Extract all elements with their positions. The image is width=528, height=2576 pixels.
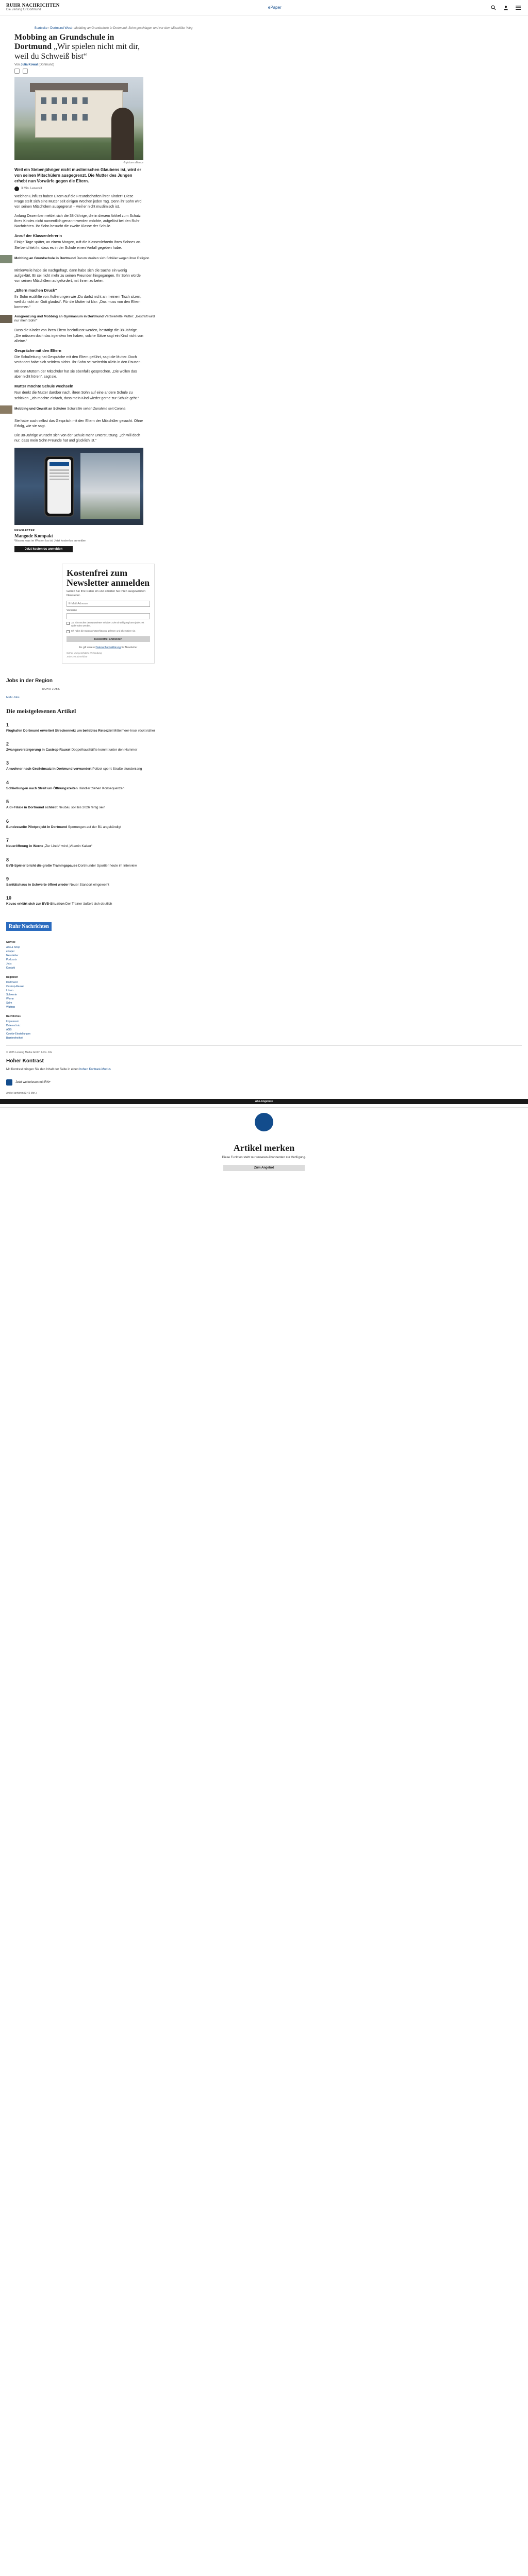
high-contrast-title: Hoher Kontrast (6, 1058, 44, 1064)
most-read-item[interactable] (6, 722, 367, 733)
footer-category-title: Service (6, 940, 15, 944)
play-icon[interactable] (14, 187, 19, 191)
related-text: Verzweifelte Mutter: „Bestraft wird nur mein Sohn“ (14, 314, 155, 323)
footer-link[interactable]: Jobs (6, 962, 12, 965)
most-read-headline[interactable]: Anwohner nach Großeinsatz in Dortmund verwundert (6, 767, 92, 771)
footer-link[interactable]: Podcasts (6, 958, 17, 961)
bookmark-sheet-text: Diese Funktion steht nur unseren Abonnenten zur Verfügung. (222, 1156, 306, 1159)
article-headline (14, 33, 143, 61)
breadcrumb-item-current: Mobbing an Grundschule in Dortmund: Sohn geschlagen und vor dem Mitschüler Weg (74, 27, 193, 30)
most-read-subline: Händler ziehen Konsequenzen (78, 786, 125, 790)
paragraph: Die 38-Jährige wünscht sich von der Schule mehr Unterstützung. „Ich will doch nur, dass mein Sohn Freunde hat und glücklich ist.“ (14, 433, 140, 443)
related-text: Darum streiten sich Schüler wegen ihrer Religion (76, 257, 150, 261)
listen-article[interactable]: Artikel anhören (3:42 Min.) (6, 1091, 37, 1095)
footer-link[interactable]: Abo & Shop (6, 945, 20, 949)
share-icon[interactable] (23, 69, 28, 74)
subheading: „Eltern machen Druck“ (14, 288, 57, 293)
paragraph: Mit den Müttern der Mitschüler hat sie ebenfalls gesprochen. „Die wollen das aber nicht hören“, sagt sie. (14, 370, 137, 379)
most-read-item[interactable] (6, 819, 367, 829)
paragraph: Die Schulleitung hat Gespräche mit den Eltern geführt, sagt die Mutter. Doch verändert habe sich seitdem nichts. Ihr Sohn sei weiterhin allein in den Pausen. (14, 355, 142, 364)
subheading: Mutter möchte Schule wechseln (14, 384, 74, 389)
author-line (14, 63, 143, 66)
related-label: Mobbing und Gewalt an Schulen (14, 407, 67, 411)
menu-icon[interactable] (515, 4, 522, 11)
related-text: Schulträfe sehen Zunahme seit Corona (67, 407, 126, 411)
paragraph: Sie habe auch selbst das Gespräch mit den Eltern der Mitschüler gesucht. Ohne Erfolg, wie sie sagt. (14, 419, 143, 428)
newsletter-title: Kostenfrei zum Newsletter anmelden (67, 568, 150, 588)
most-read-rank: 10 (6, 895, 12, 901)
most-read-subline: Mittelmeer-Insel rückt näher (113, 728, 155, 733)
bookmark-sheet (0, 1107, 528, 1171)
footer-link[interactable]: ePaper (6, 950, 15, 953)
related-thumbnail (0, 255, 12, 263)
header-actions (490, 4, 522, 11)
newsletter-submit-button[interactable]: Kostenfrei anmelden (67, 636, 150, 642)
headline-main: Mobbing an Grundschule in Dortmund (14, 33, 114, 52)
audio-label: 3 Min. Lesezeit (21, 187, 42, 191)
related-article-link[interactable] (0, 315, 155, 324)
related-thumbnail (0, 315, 12, 323)
related-label: Ausgrenzung und Mobbing an Gymnasium in Dortmund (14, 314, 104, 318)
newsletter-badges (67, 651, 150, 658)
related-label: Mobbing an Grundschule in Dortmund (14, 257, 76, 261)
most-read-item[interactable] (6, 876, 367, 887)
paragraph: Welchen Einfluss haben Eltern auf die Freundschaften ihrer Kinder? Diese Frage stellt sich eine Mutter seit einigen Wochen jeden Tag. Denn ihr Sohn wird von seinen Mitschülern ausgegrenzt – weil er nicht muslimisch ist. (14, 194, 142, 209)
footer-link[interactable]: Waltrop (6, 1005, 15, 1009)
promo-description: Wissen, was im Westen los ist: Jetzt kostenlos anmelden (14, 539, 86, 543)
newsletter-signup (62, 564, 155, 663)
privacy-checkbox-row[interactable] (67, 630, 150, 633)
footer-link[interactable]: Schwerte (6, 993, 17, 996)
footer-link[interactable]: Datenschutz (6, 1024, 21, 1027)
breadcrumb: Startseite › Dortmund West › Mobbing an Grundschule in Dortmund: Sohn geschlagen und vor dem Mitschüler Weg (34, 27, 193, 30)
subheading: Anruf der Klassenlehrerin (14, 233, 62, 239)
footer-link[interactable]: Newsletter (6, 954, 19, 957)
breadcrumb-item-section[interactable]: Dortmund West (50, 27, 72, 30)
paragraph: Ihr Sohn erzählte von Äußerungen wie „Du darfst nicht an meinem Tisch sitzen, weil du nicht an Gott glaubst“. Für die Mutter ist klar: „Das muss von den Eltern kommen.“ (14, 295, 141, 310)
most-read-rank: 5 (6, 799, 9, 805)
author-name[interactable]: Julia Kowal (21, 63, 38, 67)
article-lead: Weil ein Siebenjähriger nicht muslimischen Glaubens ist, wird er von seinen Mitschülern ausgegrenzt. Die Mutter des Jungen erhebt nun Vorwürfe gegen die Eltern. (14, 167, 141, 183)
paragraph: Dass die Kinder von ihren Eltern beeinflusst werden, bestätigt die 38-Jährige. „Die müssen doch das irgendwo her haben, solche Sätze sagt ein Kind nicht von alleine.“ (14, 329, 143, 343)
author-location: (Dortmund) (38, 63, 55, 67)
most-read-subline: Der Trainer äußert sich deutlich (65, 902, 112, 906)
footer-link[interactable]: Selm (6, 1001, 12, 1005)
promo-title: Mangode Kompakt (14, 533, 53, 539)
most-read-subline: Dortmunder Sportler heute im Interview (78, 863, 137, 868)
related-thumbnail (0, 405, 12, 414)
high-contrast-link[interactable]: hohen Kontrast-Modus (79, 1067, 111, 1071)
footer-link[interactable]: Lünen (6, 989, 13, 992)
newsletter-promo-image[interactable] (14, 448, 143, 525)
search-icon[interactable] (490, 4, 497, 11)
breadcrumb-item-home[interactable]: Startseite (34, 27, 48, 30)
consent-checkbox-row[interactable] (67, 621, 150, 628)
bookmark-icon (255, 1113, 273, 1131)
bookmark-sheet-title: Artikel merken (233, 1142, 295, 1153)
most-read-headline[interactable]: Kovac erklärt sich zur BVB-Situation (6, 902, 65, 906)
paragraph: Anfang Dezember meldet sich die 38-Jährige, die in diesem Artikel zum Schutz ihres Kindes nicht namentlich genannt werden möchte, aufgelöst bei den Ruhr Nachrichten. Ihr Sohn besucht die zweite Klasse der Schule. (14, 214, 141, 229)
most-read-title: Die meistgelesenen Artikel (6, 707, 76, 715)
most-read-headline[interactable]: Schließungen nach Streit um Öffnungszeiten (6, 786, 78, 790)
jobs-brand-logo: RUHR JOBS (42, 687, 60, 691)
most-read-subline: Neubau soll bis 2026 fertig sein (58, 806, 106, 810)
user-icon[interactable] (502, 4, 509, 11)
most-read-rank: 9 (6, 876, 9, 882)
site-logo[interactable] (6, 3, 60, 11)
privacy-checkbox[interactable] (67, 630, 70, 633)
most-read-headline[interactable]: Flughafen Dortmund erweitert Streckennetz um beliebtes Reiseziel (6, 728, 113, 733)
logo-title: RUHR NACHRICHTEN (6, 3, 60, 8)
footer-prefix: Es gilt unsere (79, 646, 95, 650)
footer-link[interactable]: Werne (6, 997, 14, 1001)
newsletter-text: Geben Sie Ihre Daten ein und erhalten Sie Ihren ausgewählten Newsletter. (67, 590, 146, 597)
site-header (0, 0, 528, 15)
most-read-rank: 4 (6, 779, 9, 785)
most-read-item[interactable] (6, 741, 367, 752)
footer-category-title: Rechtliches (6, 1014, 21, 1018)
promo-cta-button[interactable]: Jetzt kostenlos anmelden (14, 546, 73, 552)
most-read-headline[interactable]: Zwangsversteigerung in Castrop-Rauxel (6, 748, 71, 752)
footer-link[interactable]: Castrop-Rauxel (6, 985, 24, 988)
paragraph: Nun denkt die Mutter darüber nach, ihren Sohn auf eine andere Schule zu schicken. „Ich möchte einfach, dass mein Kind wieder gerne zur Schule geht.“ (14, 391, 139, 400)
hero-image (14, 77, 143, 160)
offer-text: Jetzt weiterlesen mit RN+ (15, 1080, 51, 1084)
consent-checkbox[interactable] (67, 622, 70, 625)
privacy-text: Ich habe die Datenschutzerklärung gelesen und akzeptiere sie. (71, 630, 136, 633)
most-read-rank: 1 (6, 722, 9, 727)
footer-link[interactable]: Barrierefreiheit (6, 1036, 23, 1040)
footer-logo[interactable]: Ruhr Nachrichten (6, 922, 52, 931)
jobs-section (6, 678, 528, 699)
copyright: © 2025 Lensing Media GmbH & Co. KG (6, 1050, 52, 1054)
bookmark-icon[interactable] (14, 69, 20, 74)
related-article-link[interactable] (0, 405, 155, 414)
plus-badge-icon (6, 1079, 12, 1086)
footer-link[interactable]: Cookie-Einstellungen (6, 1032, 31, 1036)
unsubscribe-badge: Jederzeit abmeldbar (67, 655, 88, 658)
most-read-section (6, 707, 367, 907)
newsletter-footer (67, 646, 150, 649)
most-read-item[interactable] (6, 895, 367, 906)
paragraph: Mittlerweile habe sie nachgefragt, dann habe sich die Sache ein wenig aufgeklärt. Er sei nicht mehr zu seinen Freunden hingegangen. Ihr Sohn würde von seinen Mitschülern aufgefordert, mit ihnen zu beten. (14, 268, 141, 283)
most-read-subline: Doppelhaushälfte kommt unter den Hammer (71, 748, 138, 752)
footer-category-title: Regionen (6, 975, 18, 979)
most-read-rank: 6 (6, 818, 9, 824)
more-jobs-link[interactable]: Mehr Jobs (6, 696, 20, 699)
subheading: Gespräche mit den Eltern (14, 348, 61, 353)
most-read-headline[interactable]: Sanitätshaus in Schwerte öffnet wieder (6, 883, 69, 887)
most-read-rank: 2 (6, 741, 9, 747)
most-read-headline[interactable]: BVB-Spieler bricht die große Trainingspause (6, 863, 77, 868)
headline-quote: „Wir spielen nicht mit dir, weil du Schweiß bist“ (14, 42, 140, 61)
most-read-item[interactable] (6, 780, 367, 791)
article (14, 33, 155, 552)
most-read-subline: „Zur Linde“ wird „Vitamin Kaiser“ (44, 844, 92, 849)
most-read-rank: 3 (6, 760, 9, 766)
most-read-subline: Polizei sperrt Straße stundenlang (92, 767, 142, 771)
share-row (14, 69, 143, 74)
paragraph: Einige Tage später, an einem Morgen, ruft die Klassenlehrerin ihres Sohnes an. Sie berichtet ihr, dass es in der Schule einen Vorfall gegeben habe. (14, 241, 141, 250)
footer-link[interactable]: AGB (6, 1028, 12, 1031)
most-read-item[interactable] (6, 838, 367, 849)
lock-icon-badge: Sicher und geschützte Verbindung (67, 652, 102, 655)
most-read-headline[interactable]: Aldi-Filiale in Dortmund schließt (6, 806, 58, 810)
footer-link[interactable]: Kontakt (6, 966, 15, 970)
most-read-item[interactable] (6, 760, 367, 771)
high-contrast-text: Mit Kontrast bringen Sie den Inhalt der Seite in einen (6, 1067, 79, 1071)
phone-illustration (44, 456, 74, 517)
page (0, 0, 528, 1171)
author-prefix: Von (14, 63, 20, 67)
name-label: Vorname (67, 609, 77, 612)
footer-link[interactable]: Dortmund (6, 980, 18, 984)
email-field[interactable] (67, 601, 150, 607)
most-read-headline[interactable]: Neueröffnung in Werne (6, 844, 43, 849)
school-photo (80, 453, 140, 519)
most-read-item[interactable] (6, 857, 367, 868)
epaper-link[interactable]: ePaper (268, 5, 282, 10)
audio-player[interactable] (14, 187, 143, 191)
first-name-field[interactable] (67, 613, 150, 619)
high-contrast-desc (6, 1068, 528, 1071)
privacy-link[interactable]: Datenschutzerklärung (95, 646, 121, 650)
consent-text: Ja, ich möchte den Newsletter erhalten. Die Einwilligung kann jederzeit widerrufen werden. (71, 621, 144, 628)
most-read-headline[interactable]: Bundesweite Pilotprojekt in Dortmund (6, 825, 68, 829)
footer-suffix: für Newsletter (121, 646, 138, 650)
most-read-rank: 8 (6, 857, 9, 862)
site-footer (6, 940, 528, 1046)
most-read-rank: 7 (6, 838, 9, 843)
related-article-link[interactable] (0, 255, 155, 263)
offer-button[interactable]: Zum Angebot (223, 1165, 305, 1171)
subscription-offer[interactable] (6, 1079, 528, 1086)
promo-label: NEWSLETTER (14, 529, 35, 533)
hero-caption: © picture alliance (123, 161, 143, 165)
logo-subtitle: Die Zeitung für Dortmund (6, 8, 41, 12)
footer-link[interactable]: Impressum (6, 1020, 19, 1023)
most-read-subline: Neuer Standort eingeweiht (69, 883, 109, 887)
most-read-subline: Sperrungen auf der B1 angekündigt (68, 825, 121, 829)
jobs-title[interactable]: Jobs in der Region (6, 677, 53, 684)
most-read-item[interactable] (6, 799, 367, 810)
subscription-bar[interactable]: Abo-Angebote (0, 1099, 528, 1104)
